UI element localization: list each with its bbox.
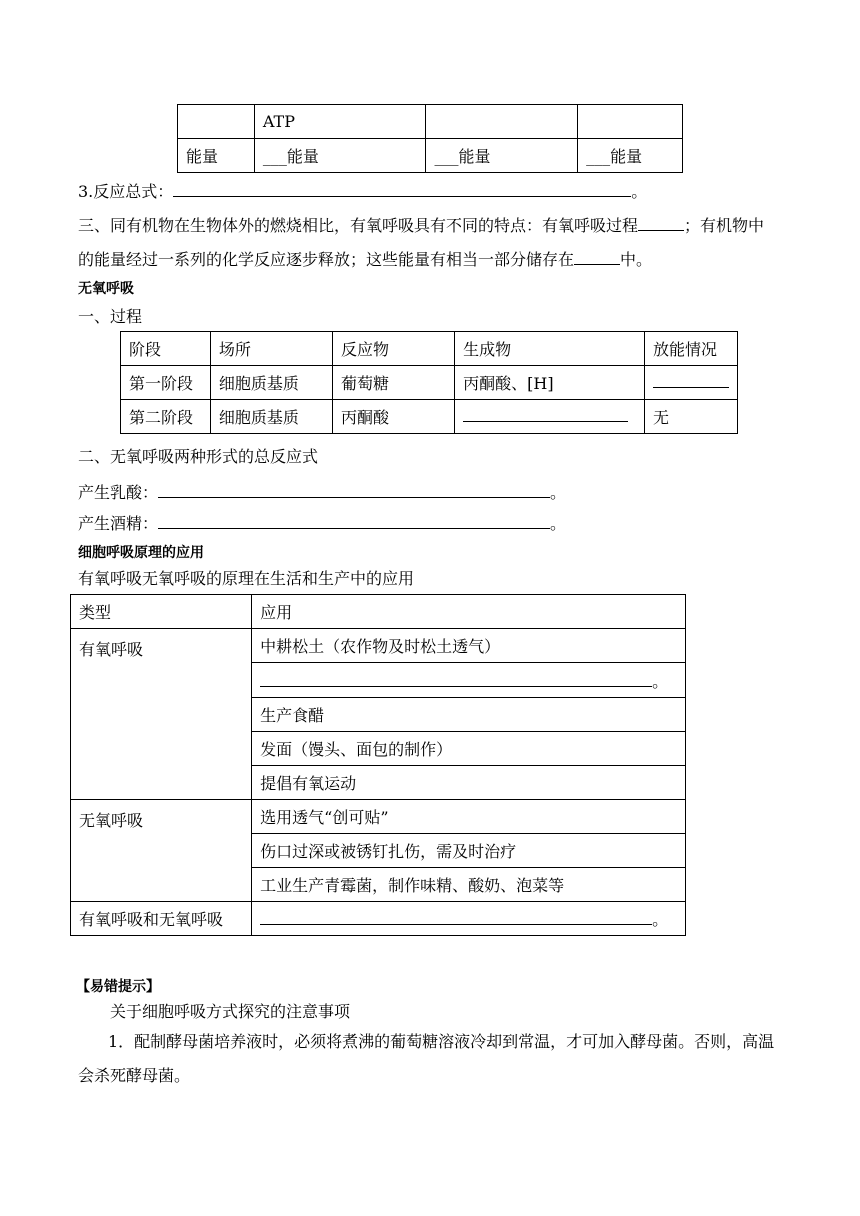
cell-location: 细胞质基质	[210, 366, 332, 400]
type-anaerobic: 无氧呼吸	[71, 800, 252, 902]
answer-blank	[653, 373, 729, 388]
reaction-equation-line	[78, 180, 647, 204]
answer-blank	[260, 672, 652, 687]
answer-blank	[463, 407, 628, 422]
tips-item-1: 1．配制酵母菌培养液时，必须将煮沸的葡萄糖溶液冷却到常温，才可加入酵母菌。否则，高温会杀死酵母菌。	[78, 1032, 775, 1085]
header-reactant: 反应物	[332, 332, 454, 366]
cell-energy-label: 能量	[178, 139, 255, 173]
type-aerobic: 有氧呼吸	[71, 629, 252, 800]
lactic-label: 产生乳酸：	[78, 483, 159, 502]
application-intro: 有氧呼吸无氧呼吸的原理在生活和生产中的应用	[78, 569, 415, 588]
cell	[178, 105, 255, 139]
header-energy: 放能情况	[644, 332, 737, 366]
answer-blank	[158, 483, 550, 498]
cell-atp: ATP	[254, 105, 426, 139]
energy-table	[177, 104, 683, 173]
answer-blank	[260, 910, 652, 925]
cell-energy	[644, 366, 737, 400]
cell-stage: 第二阶段	[121, 400, 211, 434]
comparison-text-3: 中。	[620, 250, 653, 269]
application-item-blank	[252, 663, 686, 698]
comparison-text-2: ；有机物中的能量经过一系列的化学反应逐步释放；这些能量有相当一部分储存在	[78, 216, 765, 269]
answer-blank	[574, 250, 620, 265]
cell	[578, 105, 683, 139]
application-heading: 细胞呼吸原理的应用	[78, 545, 204, 561]
cell	[426, 105, 578, 139]
anaerobic-process-table	[120, 331, 738, 434]
header-application: 应用	[252, 595, 686, 629]
type-both: 有氧呼吸和无氧呼吸	[71, 902, 252, 936]
process-title: 一、过程	[78, 307, 143, 326]
alcohol-equation-line	[78, 511, 566, 534]
answer-blank	[173, 182, 631, 197]
application-item-blank	[252, 902, 686, 936]
cell-product: 丙酮酸、[H]	[455, 366, 645, 400]
tips-heading: 【易错提示】	[76, 979, 160, 995]
application-item: 选用透气“创可贴”	[252, 800, 686, 834]
cell-location: 细胞质基质	[210, 400, 332, 434]
period: 。	[550, 514, 567, 533]
application-item: 工业生产青霉菌，制作味精、酸奶、泡菜等	[252, 868, 686, 902]
period: 。	[631, 182, 648, 201]
cell-reactant: 丙酮酸	[332, 400, 454, 434]
application-item: 伤口过深或被锈钉扎伤，需及时治疗	[252, 834, 686, 868]
header-product: 生成物	[455, 332, 645, 366]
reaction-equation-label: 3.反应总式：	[78, 182, 174, 201]
header-type: 类型	[71, 595, 252, 629]
period: 。	[550, 483, 567, 502]
alcohol-label: 产生酒精：	[78, 514, 159, 533]
cell-energy-blank-3: ___能量	[578, 139, 683, 173]
comparison-paragraph	[78, 209, 780, 277]
cell-reactant: 葡萄糖	[332, 366, 454, 400]
application-item: 生产食醋	[252, 698, 686, 732]
application-item: 中耕松土（农作物及时松土透气）	[252, 629, 686, 663]
application-table	[70, 594, 686, 936]
lactic-equation-line	[78, 480, 566, 503]
tips-subtitle: 关于细胞呼吸方式探究的注意事项	[110, 1002, 351, 1021]
application-item: 发面（馒头、面包的制作）	[252, 732, 686, 766]
header-location: 场所	[210, 332, 332, 366]
equation-title: 二、无氧呼吸两种形式的总反应式	[78, 447, 319, 466]
period: 。	[652, 671, 669, 691]
cell-energy-blank-2: ___能量	[426, 139, 578, 173]
answer-blank	[638, 216, 684, 231]
answer-blank	[158, 514, 550, 529]
application-item: 提倡有氧运动	[252, 766, 686, 800]
period: 。	[652, 910, 669, 929]
anaerobic-heading: 无氧呼吸	[78, 281, 134, 297]
comparison-text-1: 三、同有机物在生物体外的燃烧相比，有氧呼吸具有不同的特点：有氧呼吸过程	[78, 216, 639, 235]
cell-energy: 无	[644, 400, 737, 434]
cell-stage: 第一阶段	[121, 366, 211, 400]
cell-product	[455, 400, 645, 434]
header-stage: 阶段	[121, 332, 211, 366]
cell-energy-blank-1: ___能量	[254, 139, 426, 173]
